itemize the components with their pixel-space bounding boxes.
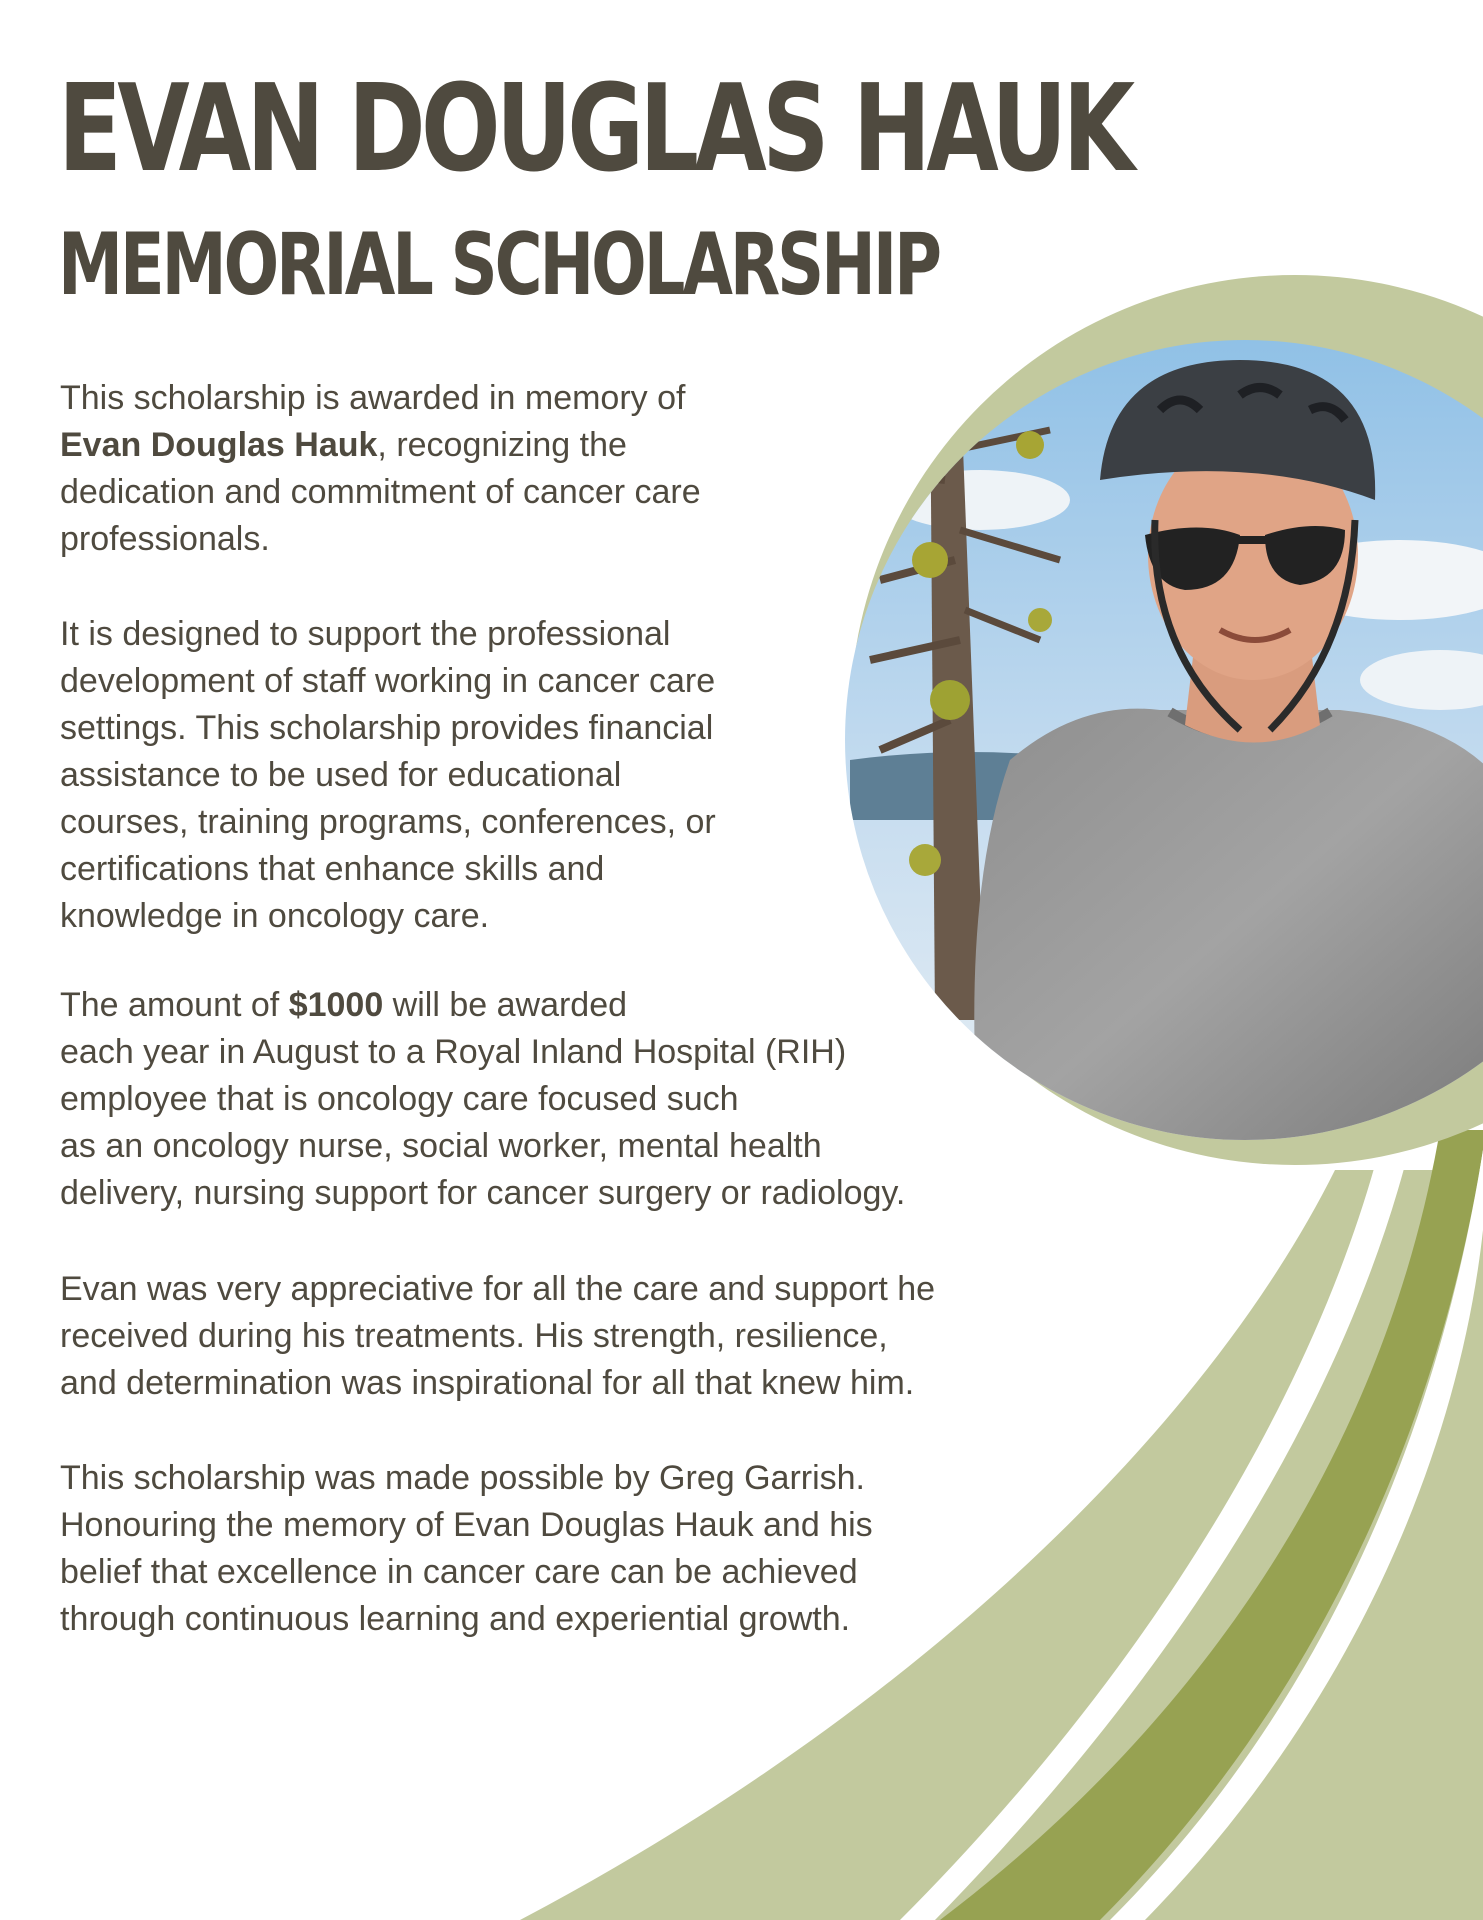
text-line: settings. This scholarship provides financial xyxy=(60,709,714,747)
text-line: professionals. xyxy=(60,520,270,558)
text-line xyxy=(60,422,701,469)
text-line: development of staff working in cancer care xyxy=(60,662,716,700)
text-fragment: The amount of xyxy=(60,986,289,1024)
text-fragment: , recognizing the xyxy=(377,426,627,464)
text-line: This scholarship was made possible by Greg Garrish. xyxy=(60,1459,865,1497)
text-line: belief that excellence in cancer care can be achieved xyxy=(60,1553,858,1591)
paragraph-donor xyxy=(60,1455,873,1643)
text-line: and determination was inspirational for all that knew him. xyxy=(60,1364,915,1402)
text-line: Evan was very appreciative for all the care and support he xyxy=(60,1270,936,1308)
text-line: It is designed to support the professional xyxy=(60,615,671,653)
text-fragment: will be awarded xyxy=(383,986,628,1024)
portrait-photo-icon xyxy=(840,330,1483,1150)
text-line: employee that is oncology care focused such xyxy=(60,1080,739,1118)
text-line: dedication and commitment of cancer care xyxy=(60,473,701,511)
award-amount: $1000 xyxy=(288,986,384,1024)
text-line: certifications that enhance skills and xyxy=(60,850,605,888)
title-main: EVAN DOUGLAS HAUK xyxy=(58,60,1131,199)
text-line: received during his treatments. His strength, resilience, xyxy=(60,1317,888,1355)
text-line: each year in August to a Royal Inland Hospital (RIH) xyxy=(60,1033,847,1071)
text-line: Honouring the memory of Evan Douglas Hauk and his xyxy=(60,1506,873,1544)
text-line xyxy=(60,982,905,1029)
bold-name: Evan Douglas Hauk xyxy=(60,426,378,464)
text-line: delivery, nursing support for cancer surgery or radiology. xyxy=(60,1174,906,1212)
text-line: knowledge in oncology care. xyxy=(60,897,490,935)
text-line: as an oncology nurse, social worker, mental health xyxy=(60,1127,822,1165)
paragraph-award xyxy=(60,982,905,1217)
paragraph-purpose xyxy=(60,611,716,940)
paragraph-dedication xyxy=(60,375,701,563)
text-line: This scholarship is awarded in memory of xyxy=(60,379,686,417)
title-sub: MEMORIAL SCHOLARSHIP xyxy=(58,215,939,315)
text-line: assistance to be used for educational xyxy=(60,756,622,794)
text-line: through continuous learning and experiential growth. xyxy=(60,1600,851,1638)
paragraph-tribute xyxy=(60,1266,935,1407)
text-line: courses, training programs, conferences, or xyxy=(60,803,716,841)
